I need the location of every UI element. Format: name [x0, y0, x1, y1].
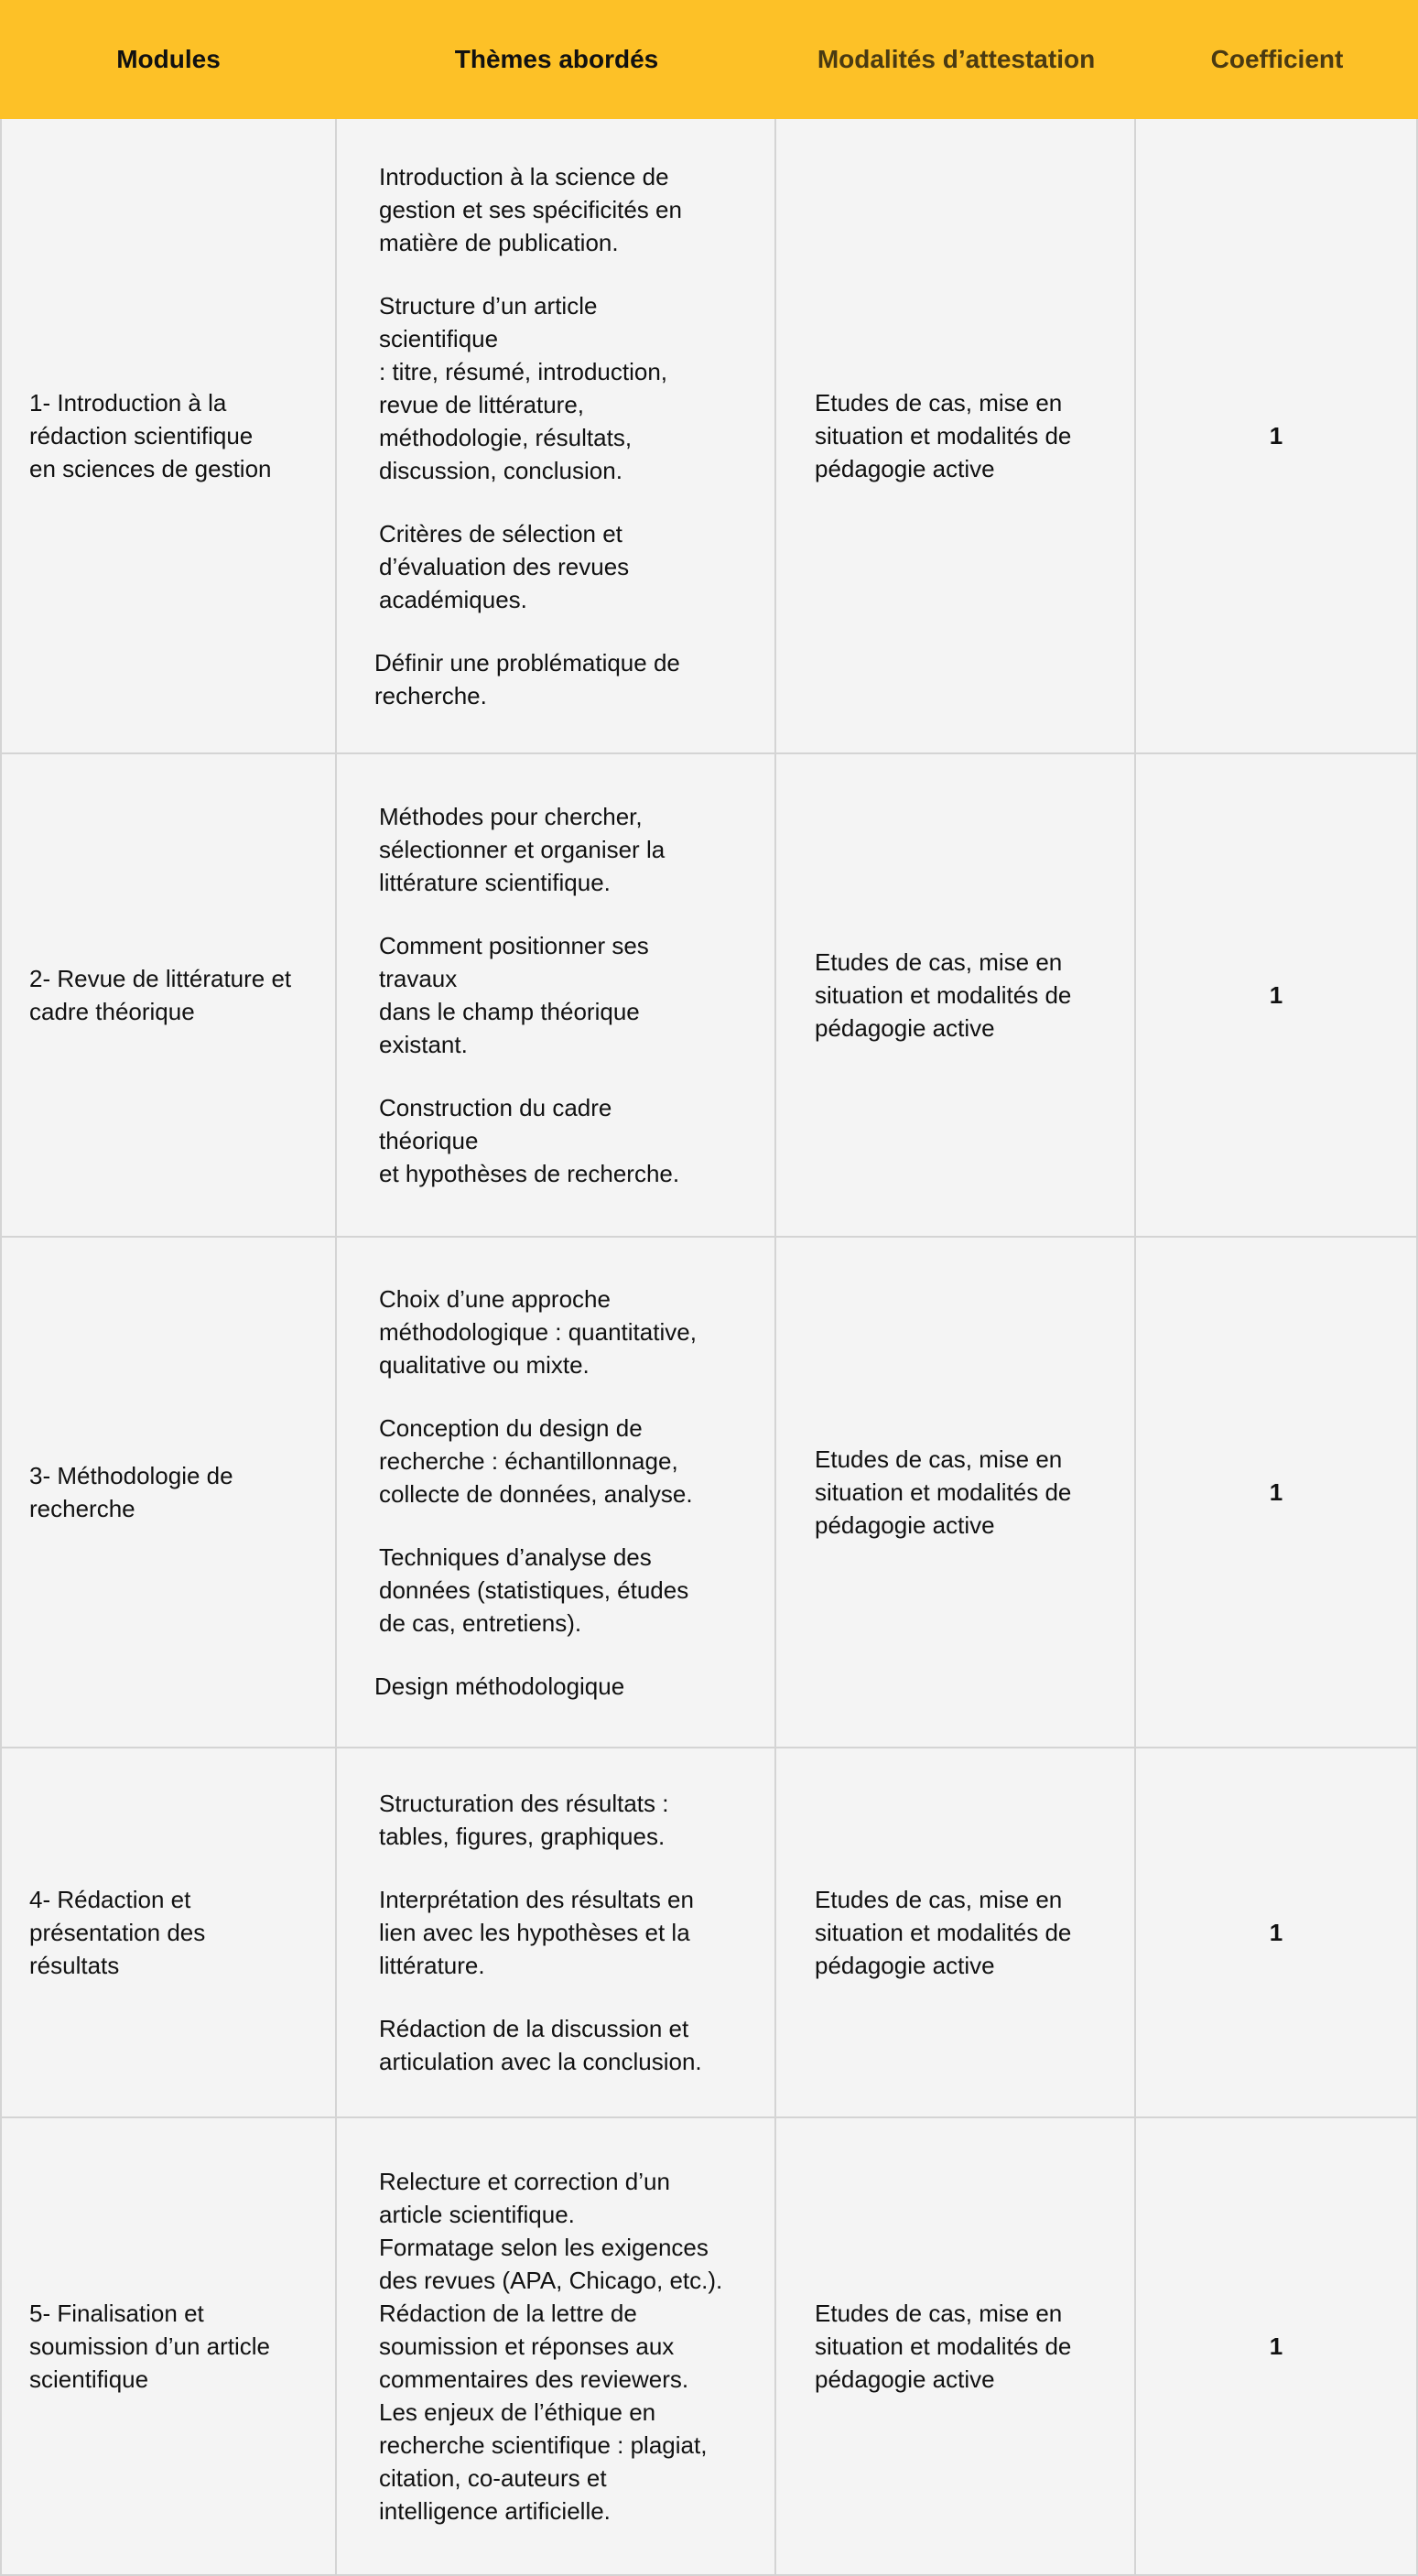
theme-paragraph: Structure d’un article scientifique : titre, résumé, introduction, revue de littérature, méthodologie, résultats, discussion, conclusion. [379, 291, 668, 484]
attestation-cell [776, 1238, 1136, 1747]
attestation-text: Etudes de cas, mise en situation et modalités de pédagogie active [815, 2300, 1072, 2393]
theme-paragraph: Relecture et correction d’un article scientifique. Formatage selon les exigences des revues (APA, Chicago, etc.). Rédaction de la lettre de soumission et réponses aux commentaires des reviewers. Les enjeux de l’éthique en recherche scientifique : plagiat, citation, co-auteurs et intelligence artificielle. [379, 2168, 723, 2525]
table-row [0, 1238, 1418, 1748]
attestation-cell [776, 754, 1136, 1236]
theme-paragraph: Interprétation des résultats en lien avec les hypothèses et la littérature. [379, 1886, 694, 1979]
coefficient-cell [1136, 2118, 1418, 2574]
attestation-text: Etudes de cas, mise en situation et modalités de pédagogie active [815, 1886, 1072, 1979]
coefficient-cell [1136, 1238, 1418, 1747]
themes-cell [337, 119, 776, 752]
themes-cell [337, 754, 776, 1236]
theme-paragraph: Critères de sélection et d’évaluation des revues académiques. [379, 519, 630, 613]
theme-paragraph: Construction du cadre théorique et hypothèses de recherche. [379, 1094, 680, 1187]
themes-cell [337, 1238, 776, 1747]
coefficient-value: 1 [1269, 1477, 1283, 1506]
themes-cell [337, 1748, 776, 2116]
attestation-cell [776, 119, 1136, 752]
coefficient-value: 1 [1269, 980, 1283, 1009]
module-name: 5- Finalisation et soumission d’un article scientifique [29, 2300, 271, 2393]
header-themes: Thèmes abordés [454, 45, 659, 73]
header-attestation: Modalités d’attestation [817, 45, 1096, 73]
table-row [0, 119, 1418, 754]
theme-paragraph: Techniques d’analyse des données (statistiques, études de cas, entretiens). [379, 1542, 689, 1637]
header-coefficient: Coefficient [1210, 45, 1344, 73]
coefficient-cell [1136, 754, 1418, 1236]
module-name: 2- Revue de littérature et cadre théorique [29, 965, 292, 1025]
module-cell [0, 2118, 337, 2574]
attestation-cell [776, 1748, 1136, 2116]
theme-paragraph: Comment positionner ses travaux dans le champ théorique existant. [379, 932, 649, 1058]
attestation-text: Etudes de cas, mise en situation et modalités de pédagogie active [815, 948, 1072, 1042]
module-cell [0, 1748, 337, 2116]
attestation-text: Etudes de cas, mise en situation et modalités de pédagogie active [815, 389, 1072, 482]
coefficient-value: 1 [1269, 421, 1283, 449]
theme-paragraph: Structuration des résultats : tables, figures, graphiques. [379, 1790, 669, 1850]
module-cell [0, 1238, 337, 1747]
module-cell [0, 119, 337, 752]
attestation-cell [776, 2118, 1136, 2574]
module-name: 4- Rédaction et présentation des résultats [29, 1886, 206, 1979]
themes-cell [337, 2118, 776, 2574]
coefficient-cell [1136, 119, 1418, 752]
theme-paragraph: Introduction à la science de gestion et ses spécificités en matière de publication. [379, 162, 682, 256]
theme-paragraph: Design méthodologique [374, 1672, 625, 1700]
theme-paragraph: Définir une problématique de recherche. [374, 648, 680, 709]
module-cell [0, 754, 337, 1236]
module-name: 1- Introduction à la rédaction scientifique en sciences de gestion [29, 389, 272, 482]
header-modules: Modules [116, 45, 221, 73]
table-row [0, 754, 1418, 1238]
coefficient-cell [1136, 1748, 1418, 2116]
coefficient-value: 1 [1269, 2332, 1283, 2360]
theme-paragraph: Conception du design de recherche : échantillonnage, collecte de données, analyse. [379, 1413, 693, 1508]
theme-paragraph: Rédaction de la discussion et articulation avec la conclusion. [379, 2015, 702, 2075]
coefficient-value: 1 [1269, 1918, 1283, 1946]
attestation-text: Etudes de cas, mise en situation et modalités de pédagogie active [815, 1445, 1072, 1539]
theme-paragraph: Choix d’une approche méthodologique : quantitative, qualitative ou mixte. [379, 1284, 697, 1379]
theme-paragraph: Méthodes pour chercher, sélectionner et organiser la littérature scientifique. [379, 803, 666, 896]
table-header [0, 0, 1418, 119]
table-row [0, 2118, 1418, 2576]
table-row [0, 1748, 1418, 2118]
module-name: 3- Méthodologie de recherche [29, 1462, 233, 1522]
